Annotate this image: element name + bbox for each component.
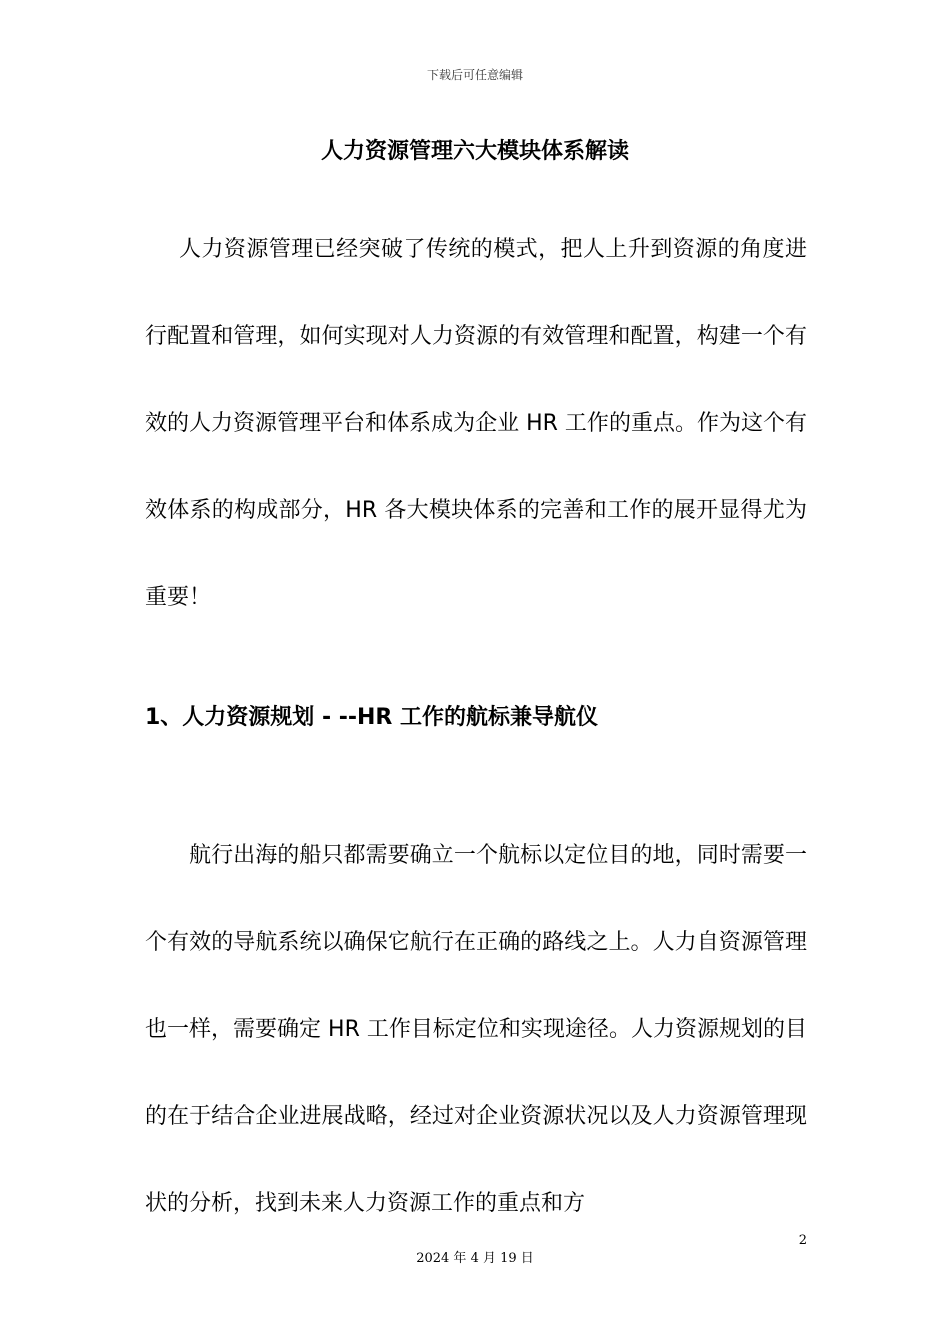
page-header-note: 下载后可任意编辑 [426, 68, 523, 82]
section-heading: 1、人力资源规划 - --HR 工作的航标兼导航仪 [145, 705, 599, 730]
footer-date: 2024 年 4 月 19 日 [416, 1251, 534, 1266]
page-number: 2 [798, 1233, 807, 1248]
section-paragraph: 航行出海的船只都需要确立一个航标以定位目的地，同时需要一个有效的导航系统以确保它航行在正确的路线之上。人力自资源管理也一样，需要确定 HR 工作目标定位和实现途径。人力资源规划的目的在于结合企业进展战略，经过对企业资源状况以及人力资源管理现状的分析，找到未来人力资源工作的重点和方 [145, 843, 807, 1216]
document-title: 人力资源管理六大模块体系解读 [320, 139, 629, 164]
intro-paragraph: 人力资源管理已经突破了传统的模式，把人上升到资源的角度进行配置和管理，如何实现对人力资源的有效管理和配置，构建一个有效的人力资源管理平台和体系成为企业 HR 工作的重点。作为这个有效体系的构成部分，HR 各大模块体系的完善和工作的展开显得尤为重要！ [145, 237, 807, 610]
